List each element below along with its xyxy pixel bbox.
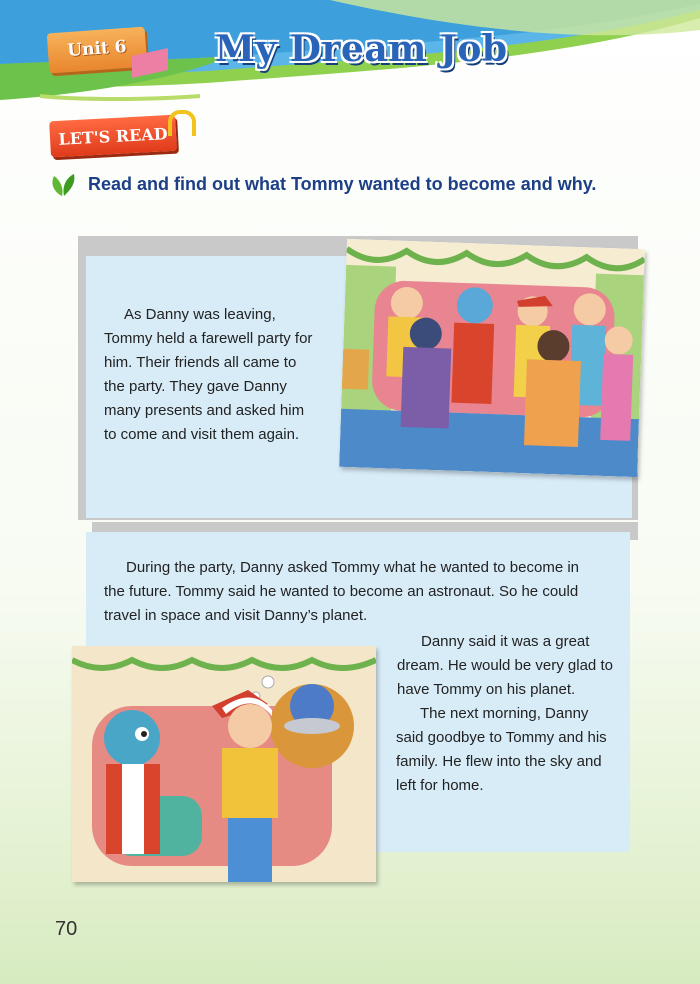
instruction-text: Read and find out what Tommy wanted to become and why. — [88, 174, 597, 194]
story-paragraph-4-text: The next morning, Danny said goodbye to Tommy and his family. He flew into the sky and left for home. — [396, 705, 607, 794]
page-number: 70 — [55, 918, 78, 940]
lets-read-label: LET'S READ — [58, 124, 169, 149]
unit-label: Unit 6 — [66, 36, 128, 62]
dream-illustration — [72, 646, 376, 882]
headphone-icon — [168, 110, 196, 136]
story-paragraph-3 — [397, 630, 619, 702]
story-paragraph-2-line-3: travel in space and visit Danny’s planet. — [104, 607, 368, 624]
leaf-icon — [48, 172, 78, 198]
story-paragraph-3-text: Danny said it was a great dream. He would be very glad to have Tommy on his planet. — [397, 633, 613, 698]
story-paragraph-1-text: As Danny was leaving, Tommy held a farewell party for him. Their friends all came to the party. They gave Danny many presents and asked him to come and visit them again. — [104, 306, 313, 443]
story-paragraph-2-line-2: the future. Tommy said he wanted to become an astronaut. So he could — [104, 583, 579, 600]
story-paragraph-1 — [104, 303, 316, 447]
story-paragraph-4 — [396, 702, 620, 798]
lets-read-badge — [49, 115, 177, 158]
instruction-line — [48, 172, 668, 198]
story-paragraph-2 — [104, 556, 634, 628]
party-illustration — [339, 239, 645, 477]
page-title: My Dream Job — [215, 28, 508, 70]
story-paragraph-2-line-1: During the party, Danny asked Tommy what he wanted to become in — [126, 559, 580, 576]
